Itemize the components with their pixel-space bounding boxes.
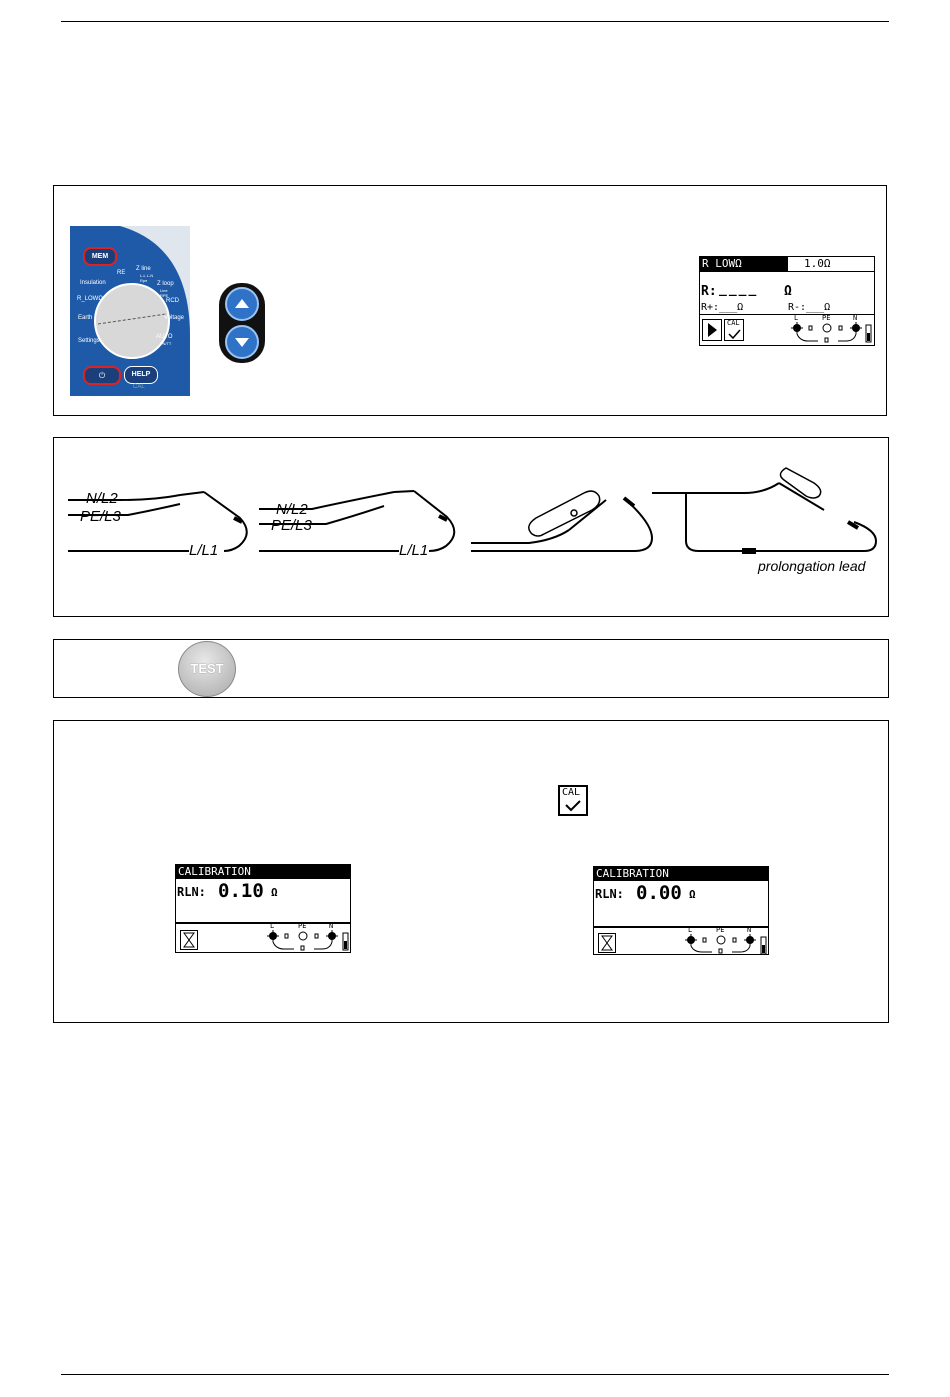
screen-cal-after-term-n: N	[747, 926, 752, 934]
mem-button[interactable]: MEM	[83, 247, 117, 266]
terminal-diagram	[264, 929, 350, 953]
knob-voltage: Voltage	[164, 315, 185, 321]
leads-diagram	[54, 438, 890, 618]
knob-auto: AUTO	[156, 334, 173, 340]
knob-zloop-sub2: RPE	[160, 293, 169, 298]
knob-zline: Z line	[136, 266, 151, 272]
panel-calibration	[53, 720, 889, 1023]
lead-label-n-l2-1: N/L2	[86, 490, 118, 507]
screen-cal-after-value: 0.00	[636, 882, 682, 904]
terminal-diagram	[788, 321, 872, 345]
knob-auto-sub: TN/TT	[160, 341, 172, 346]
screen-cal-before-title: CALIBRATION	[176, 865, 351, 879]
screen-cal-before-unit: Ω	[271, 886, 278, 899]
panel-test	[53, 639, 889, 698]
terminal-diagram	[682, 933, 768, 955]
screen-cal-before-value: 0.10	[218, 880, 264, 902]
screen-rlow-term-n: N	[853, 314, 858, 322]
knob-rcd: RCD	[166, 298, 179, 304]
screen-cal-before	[175, 864, 351, 953]
knob-zline-sub2: Rpe	[140, 278, 148, 283]
lead-label-n-l2-2: N/L2	[276, 501, 308, 518]
knob-settings: Settings	[78, 338, 100, 344]
screen-rlow-term-l: L	[794, 314, 799, 322]
lead-label-pe-l3-2: PE/L3	[271, 517, 312, 534]
screen-cal-before-term-pe: PE	[298, 922, 307, 930]
knob-rlow: R_LOWΩ	[77, 296, 103, 302]
hourglass-icon	[180, 930, 198, 950]
knob-zloop-sub: Line	[160, 288, 168, 293]
hourglass-icon	[598, 933, 616, 953]
cal-caption: CAL	[133, 384, 145, 390]
up-down-buttons	[218, 282, 266, 364]
test-button[interactable]: TEST	[178, 641, 236, 697]
screen-cal-after-title: CALIBRATION	[594, 867, 769, 881]
lead-label-l-l1-2: L/L1	[399, 542, 429, 559]
screen-rlow	[699, 256, 875, 346]
play-icon	[702, 319, 722, 341]
knob-zloop: Z loop	[157, 281, 174, 287]
screen-cal-after-divider	[594, 926, 769, 928]
screen-cal-before-term-l: L	[270, 922, 275, 930]
screen-rlow-r-value: ____	[719, 282, 759, 297]
screen-cal-after-unit: Ω	[689, 888, 696, 901]
prolongation-lead-label: prolongation lead	[758, 558, 866, 574]
screen-cal-before-term-n: N	[329, 922, 334, 930]
panel-leads	[53, 437, 889, 617]
screen-rlow-title: R LOWΩ	[700, 257, 788, 271]
screen-cal-after-label: RLN:	[595, 887, 624, 901]
screen-cal-after-term-l: L	[688, 926, 693, 934]
screen-cal-after	[593, 866, 769, 955]
screen-rlow-r-label: R:	[701, 284, 717, 299]
instrument-front	[70, 226, 190, 396]
lead-label-pe-l3-1: PE/L3	[80, 508, 121, 525]
footer-rule	[61, 1374, 889, 1375]
screen-rlow-rplus: R+:___Ω	[701, 302, 744, 313]
screen-rlow-divider	[700, 314, 875, 315]
screen-rlow-limit: 1.0Ω	[804, 257, 831, 270]
screen-rlow-term-pe: PE	[822, 314, 831, 322]
screen-rlow-cal-text: CAL	[727, 319, 740, 327]
power-button[interactable]: ⏻	[83, 366, 121, 385]
header-rule	[61, 21, 889, 22]
screen-cal-before-label: RLN:	[177, 885, 206, 899]
knob-zline-sub: L-L L-N	[140, 273, 154, 278]
panel-function-select	[53, 185, 887, 416]
knob-insulation: Insulation	[80, 280, 106, 286]
screen-cal-after-term-pe: PE	[716, 926, 725, 934]
screen-rlow-rule	[700, 271, 875, 272]
knob-earth: Earth	[78, 315, 93, 321]
screen-rlow-r-unit: Ω	[784, 284, 792, 299]
screen-cal-before-divider	[176, 922, 351, 924]
cal-icon-large-text: CAL	[562, 787, 581, 798]
help-button[interactable]: HELP	[124, 366, 158, 384]
lead-label-l-l1-1: L/L1	[189, 542, 219, 559]
knob-re: RE	[117, 270, 126, 276]
screen-rlow-rminus: R-:___Ω	[788, 302, 831, 313]
